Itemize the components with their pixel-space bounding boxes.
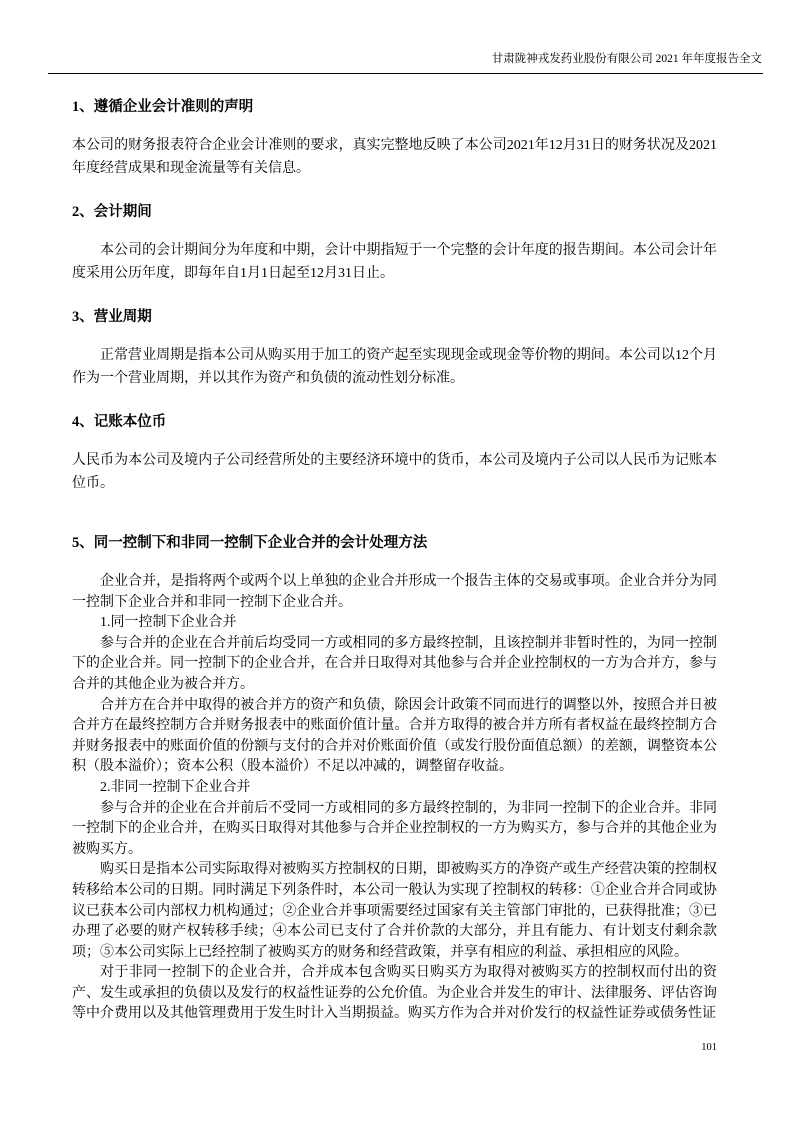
paragraph: 对于非同一控制下的企业合并，合并成本包含购买日购买方为取得对被购买方的控制权而付出的资产、发生或承担的负债以及发行的权益性证券的公允价值。为企业合并发生的审计、法律服务、评估咨询等中介费用以及其他管理费用于发生时计入当期损益。购买方作为合并对价发行的权益性证券或债务性证: [72, 965, 717, 1022]
report-section: [72, 412, 717, 495]
paragraph: 企业合并，是指将两个或两个以上单独的企业合并形成一个报告主体的交易或事项。企业合并分为同一控制下企业合并和非同一控制下企业合并。: [72, 574, 717, 610]
paragraph: 1.同一控制下企业合并: [100, 615, 237, 631]
paragraph: 本公司的财务报表符合企业会计准则的要求，真实完整地反映了本公司2021年12月31日的财务状况及2021年度经营成果和现金流量等有关信息。: [72, 138, 717, 176]
paragraph: 本公司的会计期间分为年度和中期，会计中期指短于一个完整的会计年度的报告期间。本公司会计年度采用公历年度，即每年自1月1日起至12月31日止。: [72, 243, 717, 281]
report-section: [72, 202, 717, 285]
section-heading: 1、遵循企业会计准则的声明: [72, 99, 254, 115]
report-section: [72, 307, 717, 390]
paragraph: 参与合并的企业在合并前后不受同一方或相同的多方最终控制的，为非同一控制下的企业合并。非同一控制下的企业合并，在购买日取得对其他参与合并企业控制权的一方为购买方，参与合并的其他企业为被购买方。: [72, 800, 717, 857]
section-heading: 3、营业周期: [72, 309, 152, 325]
paragraph: 合并方在合并中取得的被合并方的资产和负债，除因会计政策不同而进行的调整以外，按照合并日被合并方在最终控制方合并财务报表中的账面价值计量。合并方取得的被合并方所有者权益在最终控制方合并财务报表中的账面价值的份额与支付的合并对价账面价值（或发行股份面值总额）的差额，调整资本公积（股本溢价）；资本公积（股本溢价）不足以冲减的，调整留存收益。: [72, 697, 717, 775]
paragraph: 正常营业周期是指本公司从购买用于加工的资产起至实现现金或现金等价物的期间。本公司以12个月作为一个营业周期，并以其作为资产和负债的流动性划分标准。: [72, 348, 717, 386]
paragraph: 购买日是指本公司实际取得对被购买方控制权的日期，即被购买方的净资产或生产经营决策的控制权转移给本公司的日期。同时满足下列条件时，本公司一般认为实现了控制权的转移：①企业合并合同或协议已获本公司内部权力机构通过；②企业合并事项需要经过国家有关主管部门审批的，已获得批准；③已办理了必要的财产权转移手续；④本公司已支付了合并价款的大部分，并且有能力、有计划支付剩余款项；⑤本公司实际上已经控制了被购买方的财务和经营政策，并享有相应的利益、承担相应的风险。: [72, 862, 717, 960]
page-footer: [72, 1037, 717, 1055]
page-number: 101: [701, 1042, 717, 1053]
paragraph: 参与合并的企业在合并前后均受同一方或相同的多方最终控制，且该控制并非暂时性的，为同一控制下的企业合并。同一控制下的企业合并，在合并日取得对其他参与合并企业控制权的一方为合并方，参与合并的其他企业为被合并方。: [72, 635, 717, 692]
report-header-title: 甘肃陇神戎发药业股份有限公司 2021 年年度报告全文: [491, 53, 762, 65]
report-section: [72, 97, 717, 180]
header-divider: [48, 73, 763, 74]
paragraph: 人民币为本公司及境内子公司经营所处的主要经济环境中的货币，本公司及境内子公司以人民币为记账本位币。: [72, 453, 717, 491]
section-heading: 2、会计期间: [72, 204, 152, 220]
section-heading: 4、记账本位币: [72, 414, 167, 430]
document-content: [72, 75, 717, 1025]
report-section: [72, 533, 717, 1025]
paragraph: 2.非同一控制下企业合并: [100, 779, 251, 795]
section-heading: 5、同一控制下和非同一控制下企业合并的会计处理方法: [72, 535, 428, 551]
